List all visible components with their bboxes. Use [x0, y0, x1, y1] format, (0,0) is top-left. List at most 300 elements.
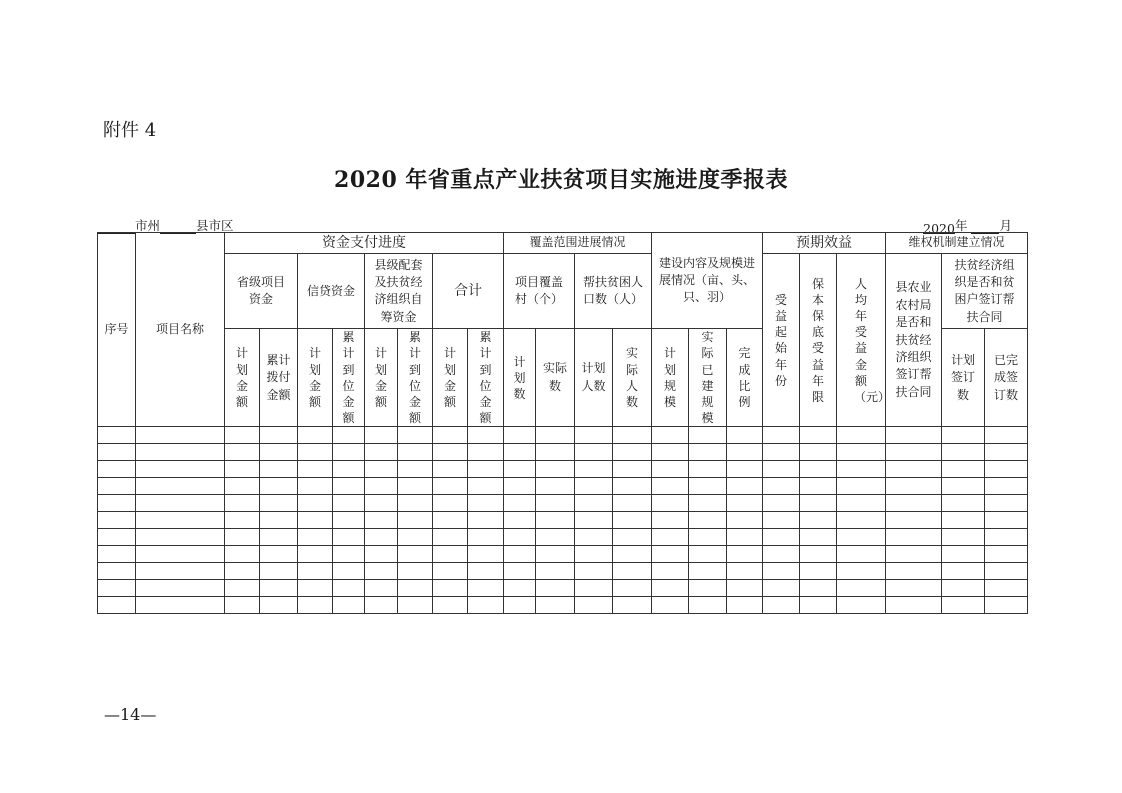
table-cell[interactable]	[689, 461, 727, 478]
table-cell[interactable]	[433, 512, 468, 529]
table-cell[interactable]	[398, 495, 433, 512]
table-cell[interactable]	[225, 563, 260, 580]
table-cell[interactable]	[800, 580, 837, 597]
table-cell[interactable]	[504, 546, 536, 563]
header-county-funds	[365, 254, 433, 329]
table-row	[98, 512, 1028, 529]
table-cell[interactable]	[652, 529, 689, 546]
table-cell[interactable]	[985, 495, 1028, 512]
table-cell[interactable]	[225, 478, 260, 495]
table-cell[interactable]	[727, 427, 763, 444]
header-county-arrived-text: 累计到位金额	[408, 330, 421, 426]
table-cell[interactable]	[886, 461, 942, 478]
table-cell[interactable]	[536, 495, 575, 512]
table-cell[interactable]	[398, 597, 433, 614]
table-cell[interactable]	[837, 461, 886, 478]
table-cell[interactable]	[260, 597, 298, 614]
table-cell[interactable]	[365, 495, 398, 512]
table-cell[interactable]	[837, 512, 886, 529]
table-cell[interactable]	[136, 546, 225, 563]
table-cell[interactable]	[504, 512, 536, 529]
table-cell[interactable]	[613, 512, 652, 529]
table-cell[interactable]	[365, 444, 398, 461]
table-cell[interactable]	[298, 580, 333, 597]
table-cell[interactable]	[504, 427, 536, 444]
table-cell[interactable]	[689, 529, 727, 546]
table-cell[interactable]	[800, 444, 837, 461]
table-cell[interactable]	[468, 495, 504, 512]
table-cell[interactable]	[942, 580, 985, 597]
table-cell[interactable]	[575, 563, 613, 580]
table-cell[interactable]	[942, 546, 985, 563]
table-cell[interactable]	[298, 478, 333, 495]
table-cell[interactable]	[333, 427, 365, 444]
table-cell[interactable]	[333, 597, 365, 614]
table-cell[interactable]	[98, 512, 136, 529]
table-cell[interactable]	[433, 563, 468, 580]
table-cell[interactable]	[763, 546, 800, 563]
header-contract-done	[985, 329, 1028, 427]
header-county-plan-text: 计划金额	[374, 346, 387, 410]
table-cell[interactable]	[727, 495, 763, 512]
table-cell[interactable]	[837, 427, 886, 444]
table-cell[interactable]	[837, 444, 886, 461]
table-cell[interactable]	[800, 478, 837, 495]
table-cell[interactable]	[837, 580, 886, 597]
table-cell[interactable]	[689, 427, 727, 444]
header-guarantee-years-text: 保本保底受益年限	[812, 276, 825, 404]
table-cell[interactable]	[886, 546, 942, 563]
table-cell[interactable]	[689, 444, 727, 461]
table-cell[interactable]	[652, 495, 689, 512]
table-cell[interactable]	[942, 495, 985, 512]
table-cell[interactable]	[225, 529, 260, 546]
header-scale-completion-text: 完成比例	[738, 346, 751, 410]
table-cell[interactable]	[652, 444, 689, 461]
table-cell[interactable]	[365, 478, 398, 495]
table-cell[interactable]	[260, 512, 298, 529]
table-cell[interactable]	[575, 461, 613, 478]
table-cell[interactable]	[136, 597, 225, 614]
table-cell[interactable]	[886, 478, 942, 495]
table-cell[interactable]	[536, 563, 575, 580]
table-cell[interactable]	[536, 597, 575, 614]
table-cell[interactable]	[575, 444, 613, 461]
table-cell[interactable]	[886, 495, 942, 512]
header-people-text: 帮扶贫困人口数（人）	[583, 274, 644, 307]
table-cell[interactable]	[536, 546, 575, 563]
table-cell[interactable]	[536, 444, 575, 461]
table-cell[interactable]	[333, 563, 365, 580]
table-cell[interactable]	[652, 563, 689, 580]
table-cell[interactable]	[886, 427, 942, 444]
table-cell[interactable]	[260, 444, 298, 461]
table-cell[interactable]	[298, 529, 333, 546]
table-cell[interactable]	[689, 495, 727, 512]
table-cell[interactable]	[613, 546, 652, 563]
table-cell[interactable]	[298, 597, 333, 614]
table-cell[interactable]	[468, 461, 504, 478]
header-villages-plan	[504, 329, 536, 427]
header-org-contract-text: 扶贫经济组织是否和贫困户签订帮扶合同	[954, 257, 1015, 324]
table-cell[interactable]	[727, 563, 763, 580]
header-bureau-contract	[886, 254, 942, 427]
table-cell[interactable]	[575, 478, 613, 495]
table-cell[interactable]	[398, 427, 433, 444]
table-cell[interactable]	[260, 580, 298, 597]
header-per-capita-text: 人均年受益金额（元）	[854, 276, 891, 404]
table-cell[interactable]	[942, 444, 985, 461]
table-cell[interactable]	[985, 427, 1028, 444]
table-cell[interactable]	[398, 580, 433, 597]
table-cell[interactable]	[727, 580, 763, 597]
header-prov-allocated	[260, 329, 298, 427]
data-rows	[98, 427, 1028, 614]
header-total-arrived	[468, 329, 504, 427]
table-cell[interactable]	[575, 512, 613, 529]
table-cell[interactable]	[136, 563, 225, 580]
table-cell[interactable]	[763, 529, 800, 546]
table-cell[interactable]	[468, 546, 504, 563]
table-cell[interactable]	[260, 563, 298, 580]
table-cell[interactable]	[398, 546, 433, 563]
table-cell[interactable]	[433, 478, 468, 495]
table-cell[interactable]	[613, 478, 652, 495]
table-cell[interactable]	[98, 597, 136, 614]
header-villages-plan-text: 计划数	[513, 354, 526, 401]
table-cell[interactable]	[333, 495, 365, 512]
table-cell[interactable]	[433, 495, 468, 512]
header-scale-completion	[727, 329, 763, 427]
header-provincial-funds	[225, 254, 298, 329]
table-cell[interactable]	[468, 597, 504, 614]
table-cell[interactable]	[942, 478, 985, 495]
table-cell[interactable]	[468, 444, 504, 461]
table-cell[interactable]	[98, 461, 136, 478]
table-cell[interactable]	[763, 580, 800, 597]
header-contract-done-text: 已完成签订数	[994, 352, 1019, 402]
table-cell[interactable]	[468, 563, 504, 580]
table-cell[interactable]	[536, 478, 575, 495]
table-cell[interactable]	[98, 546, 136, 563]
table-cell[interactable]	[333, 461, 365, 478]
table-cell[interactable]	[504, 529, 536, 546]
table-cell[interactable]	[800, 461, 837, 478]
header-per-capita	[837, 254, 891, 427]
table-cell[interactable]	[504, 580, 536, 597]
table-row	[98, 563, 1028, 580]
table-cell[interactable]	[225, 546, 260, 563]
table-cell[interactable]	[613, 529, 652, 546]
table-cell[interactable]	[575, 597, 613, 614]
table-cell[interactable]	[985, 597, 1028, 614]
table-cell[interactable]	[763, 478, 800, 495]
table-cell[interactable]	[613, 461, 652, 478]
table-cell[interactable]	[837, 597, 886, 614]
table-cell[interactable]	[985, 444, 1028, 461]
table-cell[interactable]	[298, 512, 333, 529]
table-cell[interactable]	[652, 546, 689, 563]
table-cell[interactable]	[985, 461, 1028, 478]
table-cell[interactable]	[837, 495, 886, 512]
table-cell[interactable]	[98, 478, 136, 495]
table-cell[interactable]	[763, 461, 800, 478]
table-cell[interactable]	[98, 580, 136, 597]
table-cell[interactable]	[298, 495, 333, 512]
table-cell[interactable]	[433, 580, 468, 597]
table-cell[interactable]	[468, 529, 504, 546]
header-funds-group: 资金支付进度	[225, 233, 504, 254]
table-cell[interactable]	[298, 427, 333, 444]
table-cell[interactable]	[433, 597, 468, 614]
header-start-year	[763, 254, 800, 427]
table-cell[interactable]	[136, 495, 225, 512]
table-cell[interactable]	[365, 580, 398, 597]
table-cell[interactable]	[98, 529, 136, 546]
table-cell[interactable]	[504, 495, 536, 512]
table-cell[interactable]	[98, 563, 136, 580]
table-cell[interactable]	[689, 580, 727, 597]
page-number: —14—	[104, 705, 157, 724]
table-cell[interactable]	[260, 529, 298, 546]
table-cell[interactable]	[763, 444, 800, 461]
table-cell[interactable]	[613, 563, 652, 580]
table-cell[interactable]	[398, 563, 433, 580]
year-suffix: 年	[954, 218, 968, 233]
table-cell[interactable]	[365, 546, 398, 563]
table-cell[interactable]	[727, 461, 763, 478]
table-cell[interactable]	[985, 529, 1028, 546]
table-cell[interactable]	[468, 478, 504, 495]
header-total-arrived-text: 累计到位金额	[479, 330, 492, 426]
table-cell[interactable]	[136, 461, 225, 478]
table-cell[interactable]	[727, 444, 763, 461]
table-cell[interactable]	[727, 529, 763, 546]
header-total-plan-text: 计划金额	[443, 346, 456, 410]
table-cell[interactable]	[398, 512, 433, 529]
table-cell[interactable]	[800, 427, 837, 444]
table-cell[interactable]	[365, 597, 398, 614]
table-cell[interactable]	[225, 495, 260, 512]
header-credit-funds: 信贷资金	[298, 254, 365, 329]
table-cell[interactable]	[763, 495, 800, 512]
table-cell[interactable]	[942, 512, 985, 529]
table-cell[interactable]	[886, 512, 942, 529]
table-cell[interactable]	[136, 444, 225, 461]
table-cell[interactable]	[225, 580, 260, 597]
table-cell[interactable]	[689, 597, 727, 614]
table-cell[interactable]	[985, 546, 1028, 563]
table-cell[interactable]	[398, 478, 433, 495]
table-cell[interactable]	[225, 597, 260, 614]
table-cell[interactable]	[260, 427, 298, 444]
table-cell[interactable]	[727, 546, 763, 563]
table-cell[interactable]	[942, 529, 985, 546]
header-people	[575, 254, 652, 329]
table-cell[interactable]	[468, 427, 504, 444]
table-cell[interactable]	[333, 529, 365, 546]
table-cell[interactable]	[225, 512, 260, 529]
table-cell[interactable]	[333, 444, 365, 461]
header-people-actual-text: 实际人数	[625, 346, 638, 410]
table-cell[interactable]	[652, 478, 689, 495]
table-cell[interactable]	[260, 495, 298, 512]
header-credit-plan	[298, 329, 333, 427]
table-cell[interactable]	[727, 597, 763, 614]
table-cell[interactable]	[942, 427, 985, 444]
month-suffix: 月	[999, 218, 1012, 233]
table-cell[interactable]	[298, 444, 333, 461]
header-people-actual	[613, 329, 652, 427]
header-scale-plan	[652, 329, 689, 427]
header-scale-actual	[689, 329, 727, 427]
table-cell[interactable]	[136, 427, 225, 444]
table-cell[interactable]	[536, 529, 575, 546]
table-cell[interactable]	[225, 461, 260, 478]
table-cell[interactable]	[333, 478, 365, 495]
table-cell[interactable]	[613, 580, 652, 597]
table-cell[interactable]	[433, 444, 468, 461]
table-cell[interactable]	[886, 529, 942, 546]
table-cell[interactable]	[298, 546, 333, 563]
table-cell[interactable]	[689, 563, 727, 580]
table-cell[interactable]	[433, 461, 468, 478]
table-cell[interactable]	[536, 427, 575, 444]
table-cell[interactable]	[298, 461, 333, 478]
header-prov-allocated-text: 累计拨付金额	[266, 352, 291, 402]
table-cell[interactable]	[763, 427, 800, 444]
header-contract-plan	[942, 329, 985, 427]
table-cell[interactable]	[225, 444, 260, 461]
table-cell[interactable]	[886, 563, 942, 580]
table-cell[interactable]	[468, 580, 504, 597]
table-cell[interactable]	[727, 478, 763, 495]
table-cell[interactable]	[942, 563, 985, 580]
table-cell[interactable]	[942, 461, 985, 478]
table-cell[interactable]	[504, 597, 536, 614]
table-cell[interactable]	[689, 546, 727, 563]
table-cell[interactable]	[98, 495, 136, 512]
table-cell[interactable]	[763, 597, 800, 614]
header-benefit-group: 预期效益	[763, 233, 886, 254]
table-cell[interactable]	[800, 529, 837, 546]
table-cell[interactable]	[942, 597, 985, 614]
table-cell[interactable]	[985, 478, 1028, 495]
header-scale-plan-text: 计划规模	[664, 346, 677, 410]
table-cell[interactable]	[727, 512, 763, 529]
table-row	[98, 580, 1028, 597]
table-cell[interactable]	[613, 444, 652, 461]
table-cell[interactable]	[886, 597, 942, 614]
table-cell[interactable]	[800, 512, 837, 529]
table-cell[interactable]	[298, 563, 333, 580]
table-cell[interactable]	[433, 427, 468, 444]
header-contract-plan-text: 计划签订数	[951, 352, 976, 402]
table-cell[interactable]	[575, 529, 613, 546]
table-cell[interactable]	[652, 427, 689, 444]
table-cell[interactable]	[365, 563, 398, 580]
table-cell[interactable]	[837, 546, 886, 563]
table-cell[interactable]	[837, 529, 886, 546]
table-cell[interactable]	[613, 597, 652, 614]
table-cell[interactable]	[837, 478, 886, 495]
table-cell[interactable]	[689, 478, 727, 495]
table-cell[interactable]	[886, 444, 942, 461]
table-cell[interactable]	[504, 478, 536, 495]
table-cell[interactable]	[689, 512, 727, 529]
table-cell[interactable]	[433, 546, 468, 563]
table-cell[interactable]	[260, 478, 298, 495]
table-cell[interactable]	[536, 461, 575, 478]
table-row	[98, 427, 1028, 444]
table-cell[interactable]	[613, 427, 652, 444]
table-cell[interactable]	[398, 461, 433, 478]
table-cell[interactable]	[763, 563, 800, 580]
header-construction-text: 建设内容及规模进展情况（亩、头、只、羽）	[659, 255, 756, 305]
progress-report-table	[97, 232, 1028, 614]
table-cell[interactable]	[575, 495, 613, 512]
table-cell[interactable]	[652, 512, 689, 529]
table-cell[interactable]	[365, 512, 398, 529]
table-cell[interactable]	[98, 427, 136, 444]
table-cell[interactable]	[652, 461, 689, 478]
table-cell[interactable]	[504, 563, 536, 580]
table-cell[interactable]	[504, 444, 536, 461]
table-cell[interactable]	[575, 546, 613, 563]
table-cell[interactable]	[260, 461, 298, 478]
table-cell[interactable]	[652, 580, 689, 597]
table-cell[interactable]	[575, 580, 613, 597]
table-cell[interactable]	[365, 461, 398, 478]
table-cell[interactable]	[98, 444, 136, 461]
table-cell[interactable]	[433, 529, 468, 546]
table-cell[interactable]	[985, 512, 1028, 529]
table-cell[interactable]	[652, 597, 689, 614]
table-cell[interactable]	[504, 461, 536, 478]
table-cell[interactable]	[136, 580, 225, 597]
table-cell[interactable]	[398, 444, 433, 461]
header-county-plan	[365, 329, 398, 427]
table-cell[interactable]	[260, 546, 298, 563]
table-cell[interactable]	[333, 580, 365, 597]
table-cell[interactable]	[985, 563, 1028, 580]
table-cell[interactable]	[333, 512, 365, 529]
table-cell[interactable]	[333, 546, 365, 563]
table-cell[interactable]	[225, 427, 260, 444]
table-cell[interactable]	[837, 563, 886, 580]
table-cell[interactable]	[800, 563, 837, 580]
table-cell[interactable]	[536, 580, 575, 597]
table-cell[interactable]	[763, 512, 800, 529]
table-cell[interactable]	[575, 427, 613, 444]
table-cell[interactable]	[365, 529, 398, 546]
table-cell[interactable]	[886, 580, 942, 597]
table-cell[interactable]	[136, 512, 225, 529]
table-cell[interactable]	[800, 597, 837, 614]
table-cell[interactable]	[985, 580, 1028, 597]
table-cell[interactable]	[136, 529, 225, 546]
header-people-plan-text: 计划人数	[581, 361, 606, 393]
table-cell[interactable]	[365, 427, 398, 444]
table-cell[interactable]	[398, 529, 433, 546]
table-cell[interactable]	[136, 478, 225, 495]
header-credit-arrived	[333, 329, 365, 427]
table-cell[interactable]	[536, 512, 575, 529]
table-cell[interactable]	[613, 495, 652, 512]
table-cell[interactable]	[468, 512, 504, 529]
table-cell[interactable]	[800, 546, 837, 563]
table-cell[interactable]	[800, 495, 837, 512]
